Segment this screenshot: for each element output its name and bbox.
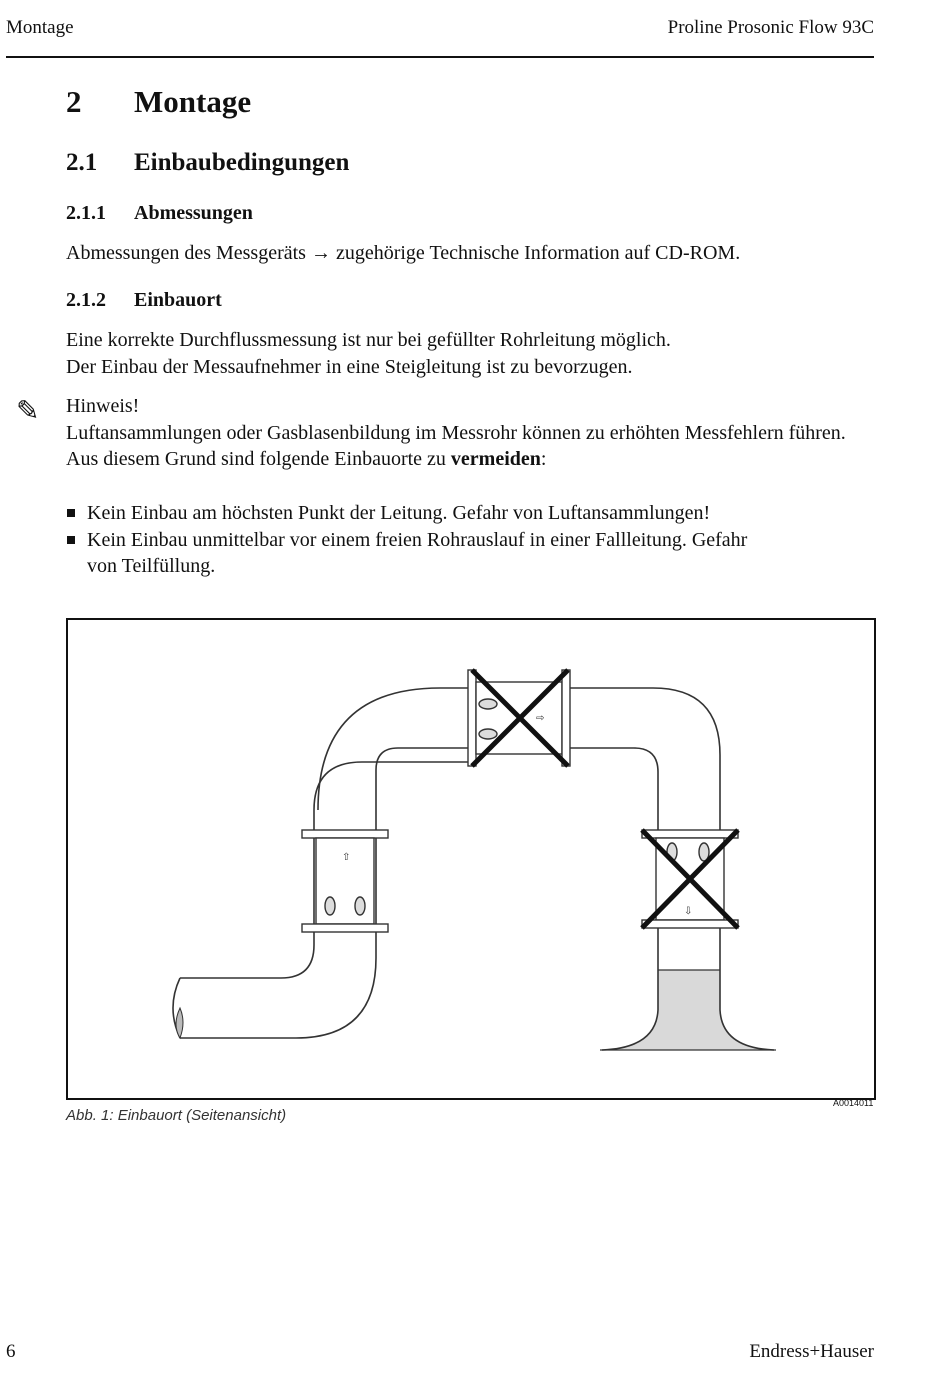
header-rule [6,56,874,58]
note-text: Luftansammlungen oder Gasblasenbildung im Messrohr können zu erhöhten Messfehlern führen. [66,421,846,444]
pipe-top-inner-right [570,748,658,830]
abmessungen-text: Abmessungen des Messgeräts → zugehörige Technische Information auf CD-ROM. [66,242,741,264]
subsection-number: 2.1.1 [66,202,106,224]
partial-fill-shade [602,970,774,1050]
pencil-icon: ✎ [16,396,40,427]
header-section-title: Montage [6,17,74,38]
subsection-heading-abmessungen [66,202,253,225]
note-avoid-prefix: Aus diesem Grund sind folgende Einbauorte zu [66,448,451,470]
einbauort-line-1: Eine korrekte Durchflussmessung ist nur bei gefüllter Rohrleitung möglich. [66,329,671,351]
list-item-text: Kein Einbau am höchsten Punkt der Leitung. Gefahr von Luftansammlungen! [87,502,711,524]
list-item [66,500,866,527]
section-number: 2.1 [66,149,98,176]
section-title: Einbaubedingungen [134,149,350,176]
note-avoid-line [66,446,866,473]
subsection-number: 2.1.2 [66,289,106,311]
pipe-cut-shade [176,1008,183,1038]
svg-text:⇩: ⇩ [684,906,693,917]
einbauort-paragraph [66,327,866,380]
subsection-heading-einbauort [66,289,222,312]
pipe-installation-diagram [68,620,874,1098]
installation-figure [66,618,876,1100]
chapter-heading [66,84,251,120]
figure-id: A0014011 [833,1098,874,1108]
einbauort-line-2: Der Einbau der Messaufnehmer in eine Steigleitung ist zu bevorzugen. [66,355,633,378]
pipe-top-outer-right [570,688,720,830]
svg-text:⇧: ⇧ [342,852,351,863]
square-bullet-icon [67,536,75,544]
chapter-title: Montage [134,84,252,119]
note-avoid-bold: vermeiden [450,448,541,470]
svg-text:⇨: ⇨ [536,713,545,724]
header-product-name: Proline Prosonic Flow 93C [667,17,874,38]
avoid-list [66,500,866,580]
note-avoid-suffix: : [540,448,547,470]
section-heading [66,149,349,177]
note-block [66,393,866,473]
list-item [66,527,866,580]
subsection-title: Einbauort [134,289,222,311]
list-item-text: Kein Einbau unmittelbar vor einem freien Rohrauslauf in einer Fallleitung. Gefahr von Teilfüllung. [87,528,748,577]
meter-vertical-left [302,830,388,932]
note-label: Hinweis! [66,395,140,417]
square-bullet-icon [67,509,75,517]
brand-name: Endress+Hauser [749,1341,874,1362]
chapter-number: 2 [66,84,82,119]
page-number: 6 [6,1341,16,1362]
figure-caption: Abb. 1: Einbauort (Seitenansicht) [66,1107,287,1124]
subsection-title: Abmessungen [134,202,253,224]
